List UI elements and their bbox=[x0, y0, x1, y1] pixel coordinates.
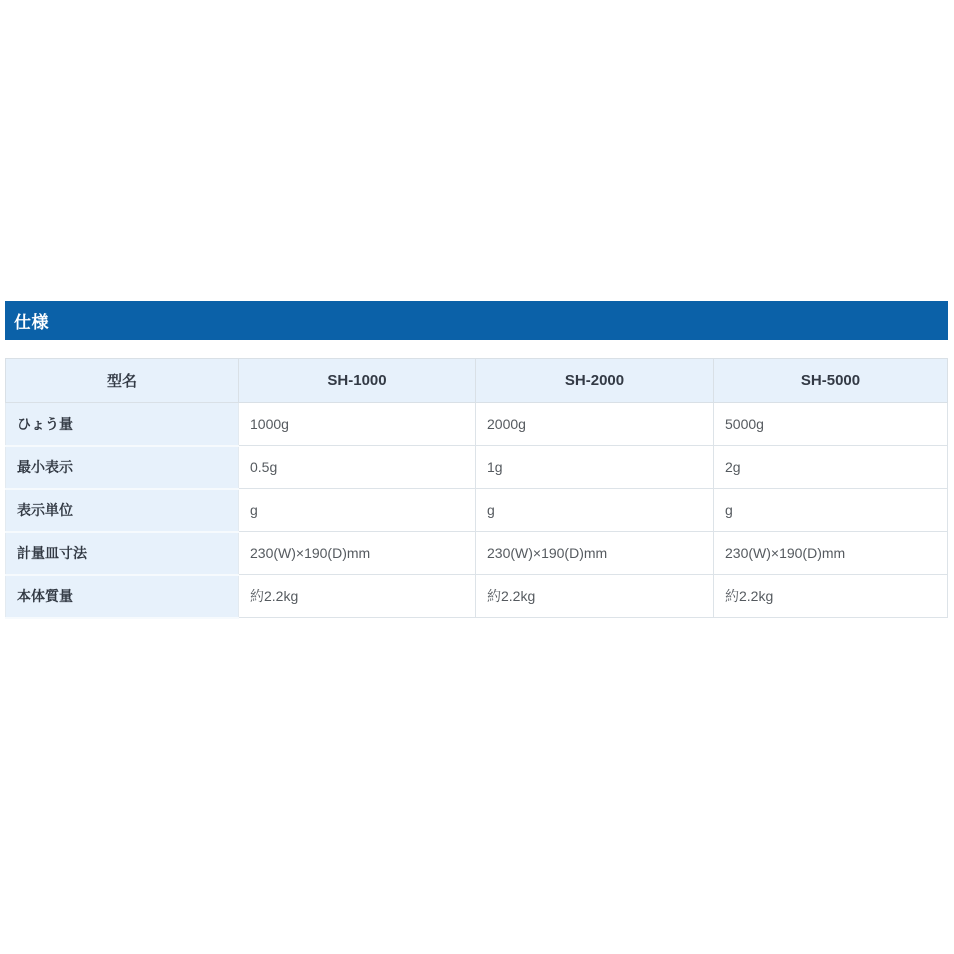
table-row-body-mass bbox=[6, 575, 948, 618]
row-label: 計量皿寸法 bbox=[6, 532, 239, 575]
table-cell: 約2.2kg bbox=[714, 575, 948, 618]
table-cell: g bbox=[476, 489, 714, 532]
column-header-model-name: 型名 bbox=[6, 359, 239, 403]
table-cell: 1g bbox=[476, 446, 714, 489]
table-cell: g bbox=[239, 489, 476, 532]
spec-table bbox=[5, 358, 948, 619]
column-header-sh-2000: SH-2000 bbox=[476, 359, 714, 403]
spec-section bbox=[5, 301, 948, 619]
row-label: 最小表示 bbox=[6, 446, 239, 489]
table-cell: 1000g bbox=[239, 403, 476, 446]
column-header-sh-5000: SH-5000 bbox=[714, 359, 948, 403]
table-cell: 2g bbox=[714, 446, 948, 489]
table-cell: 230(W)×190(D)mm bbox=[476, 532, 714, 575]
table-cell: g bbox=[714, 489, 948, 532]
table-cell: 2000g bbox=[476, 403, 714, 446]
table-cell: 230(W)×190(D)mm bbox=[239, 532, 476, 575]
table-row-display-unit bbox=[6, 489, 948, 532]
row-label: 本体質量 bbox=[6, 575, 239, 618]
row-label: ひょう量 bbox=[6, 403, 239, 446]
section-title: 仕様 bbox=[14, 313, 49, 332]
table-cell: 0.5g bbox=[239, 446, 476, 489]
table-cell: 5000g bbox=[714, 403, 948, 446]
section-title-bar bbox=[5, 301, 948, 340]
column-header-sh-1000: SH-1000 bbox=[239, 359, 476, 403]
table-row-minimum-display bbox=[6, 446, 948, 489]
table-header-row bbox=[6, 359, 948, 403]
row-label: 表示単位 bbox=[6, 489, 239, 532]
table-cell: 約2.2kg bbox=[239, 575, 476, 618]
table-cell: 230(W)×190(D)mm bbox=[714, 532, 948, 575]
table-cell: 約2.2kg bbox=[476, 575, 714, 618]
table-row-capacity bbox=[6, 403, 948, 446]
table-row-pan-dimensions bbox=[6, 532, 948, 575]
